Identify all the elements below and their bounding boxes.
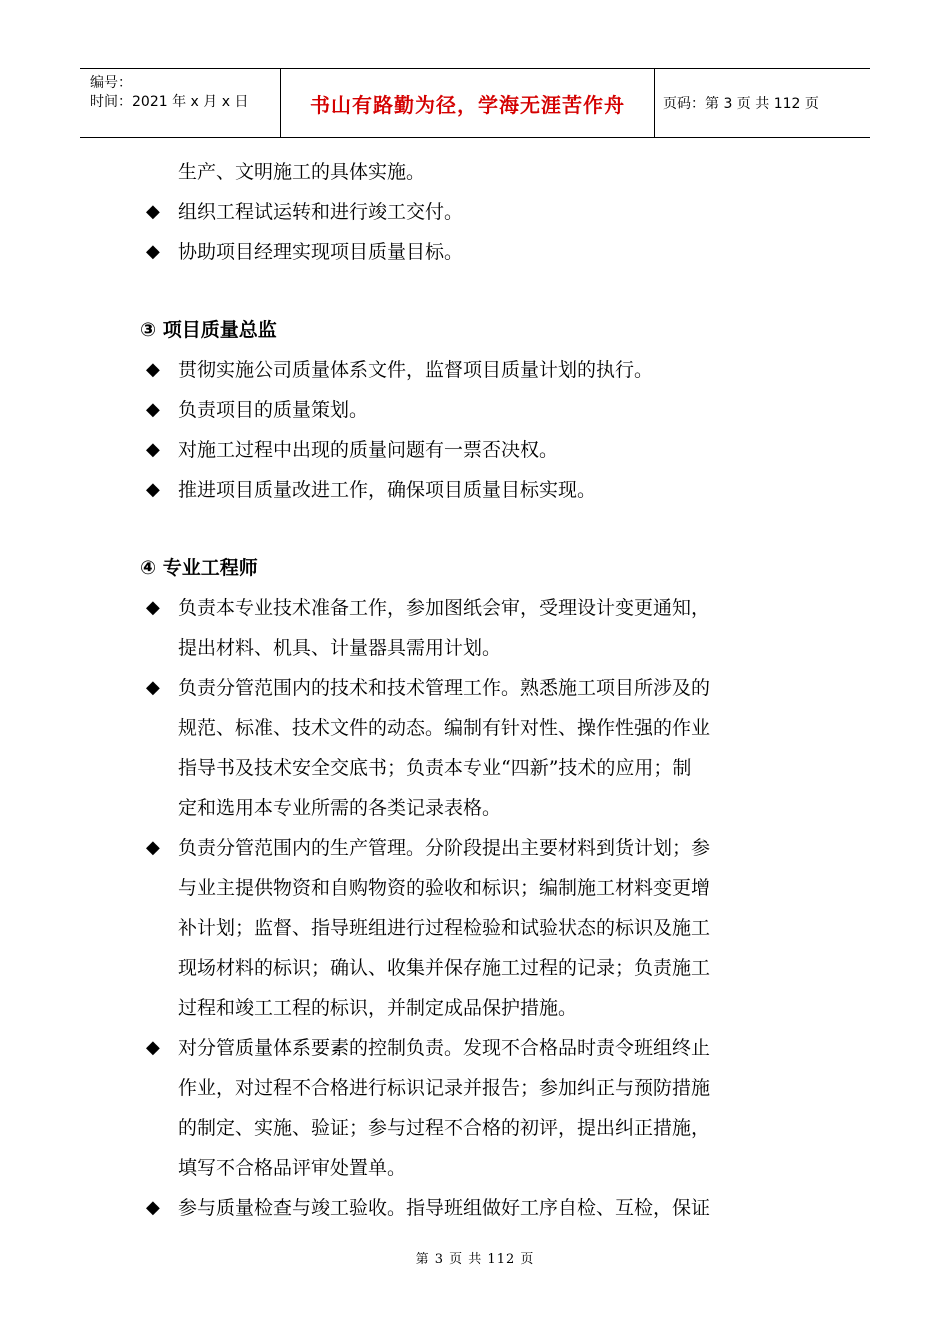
diamond-bullet-icon: ◆: [146, 597, 160, 618]
diamond-bullet-icon: ◆: [146, 399, 160, 420]
paragraph-line: 补计划；监督、指导班组进行过程检验和试验状态的标识及施工: [178, 917, 711, 939]
paragraph-line: 指导书及技术安全交底书；负责本专业“四新”技术的应用；制: [178, 757, 692, 779]
header-motto-cell: [281, 69, 655, 137]
bullet-text: 对分管质量体系要素的控制负责。发现不合格品时责令班组终止: [178, 1037, 711, 1059]
bullet-text: 负责分管范围内的生产管理。分阶段提出主要材料到货计划；参: [178, 837, 711, 859]
diamond-bullet-icon: ◆: [146, 479, 160, 500]
diamond-bullet-icon: ◆: [146, 837, 160, 858]
bullet-item: [140, 668, 820, 708]
bullet-text: 参与质量检查与竣工验收。指导班组做好工序自检、互检，保证: [178, 1197, 711, 1219]
paragraph-line: 提出材料、机具、计量器具需用计划。: [178, 637, 502, 659]
bullet-item: [140, 1028, 820, 1068]
paragraph-line: 填写不合格品评审处置单。: [178, 1157, 407, 1179]
section-heading: ④ 专业工程师: [140, 557, 258, 579]
header-meta-cell: [80, 69, 281, 137]
paragraph-line: 生产、文明施工的具体实施。: [178, 161, 426, 183]
bullet-item: [140, 350, 820, 390]
page-footer: 第 3 页 共 112 页: [415, 1252, 535, 1267]
diamond-bullet-icon: ◆: [146, 677, 160, 698]
bullet-item: [140, 588, 820, 628]
diamond-bullet-icon: ◆: [146, 1037, 160, 1058]
paragraph-line: 作业，对过程不合格进行标识记录并报告；参加纠正与预防措施: [178, 1077, 711, 1099]
paragraph-line: 的制定、实施、验证；参与过程不合格的初评，提出纠正措施，: [178, 1117, 711, 1139]
bullet-text: 负责分管范围内的技术和技术管理工作。熟悉施工项目所涉及的: [178, 677, 711, 699]
bullet-text: 贯彻实施公司质量体系文件，监督项目质量计划的执行。: [178, 359, 654, 381]
diamond-bullet-icon: ◆: [146, 201, 160, 222]
paragraph-line: 规范、标准、技术文件的动态。编制有针对性、操作性强的作业: [178, 717, 711, 739]
bullet-item: [140, 470, 820, 510]
diamond-bullet-icon: ◆: [146, 439, 160, 460]
page-header: [80, 68, 870, 138]
paragraph-line: 现场材料的标识；确认、收集并保存施工过程的记录；负责施工: [178, 957, 711, 979]
document-body: [140, 152, 820, 1228]
bullet-text: 负责本专业技术准备工作，参加图纸会审，受理设计变更通知，: [178, 597, 711, 619]
bullet-text: 对施工过程中出现的质量问题有一票否决权。: [178, 439, 559, 461]
bullet-text: 推进项目质量改进工作，确保项目质量目标实现。: [178, 479, 597, 501]
diamond-bullet-icon: ◆: [146, 359, 160, 380]
document-number-label: 编号：: [90, 75, 132, 91]
paragraph-line: 定和选用本专业所需的各类记录表格。: [178, 797, 502, 819]
bullet-item: [140, 192, 820, 232]
bullet-item: [140, 232, 820, 272]
paragraph-line: 过程和竣工工程的标识，并制定成品保护措施。: [178, 997, 578, 1019]
bullet-text: 负责项目的质量策划。: [178, 399, 369, 421]
paragraph-line: 与业主提供物资和自购物资的验收和标识；编制施工材料变更增: [178, 877, 711, 899]
header-page-info: 页码：第 3 页 共 112 页: [663, 96, 819, 112]
document-time-label: 时间：2021 年 x 月 x 日: [90, 94, 249, 110]
header-page-cell: [655, 69, 870, 137]
bullet-text: 组织工程试运转和进行竣工交付。: [178, 201, 464, 223]
bullet-item: [140, 828, 820, 868]
bullet-item: [140, 1188, 820, 1228]
bullet-text: 协助项目经理实现项目质量目标。: [178, 241, 464, 263]
diamond-bullet-icon: ◆: [146, 1197, 160, 1218]
header-motto: 书山有路勤为径，学海无涯苦作舟: [310, 92, 625, 117]
diamond-bullet-icon: ◆: [146, 241, 160, 262]
section-heading: ③ 项目质量总监: [140, 319, 277, 341]
bullet-item: [140, 390, 820, 430]
bullet-item: [140, 430, 820, 470]
